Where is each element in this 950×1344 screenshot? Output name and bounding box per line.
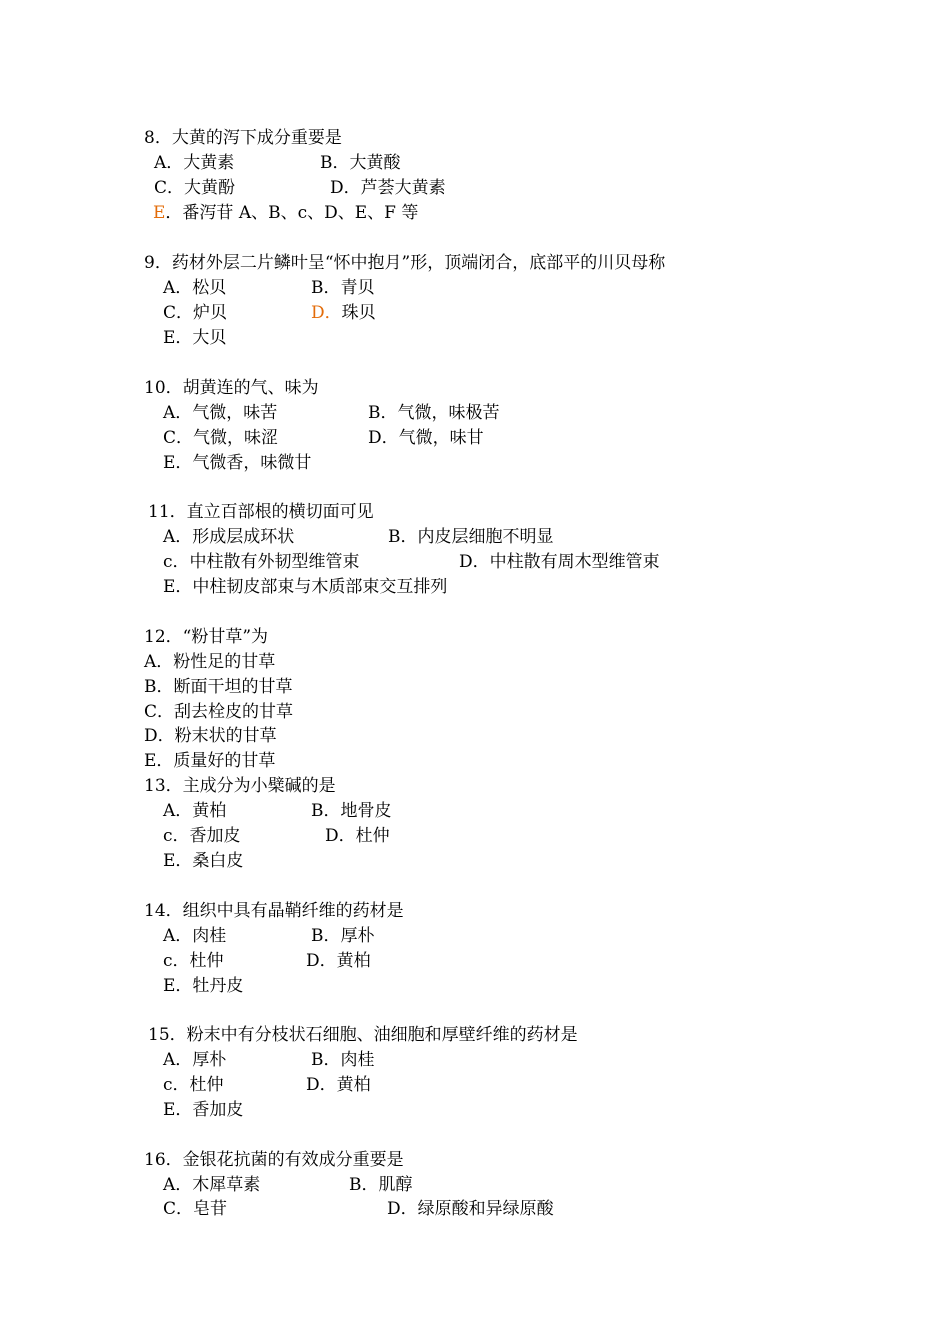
option-text: 炉贝 <box>193 303 228 323</box>
option-d <box>311 301 376 325</box>
option-text: 松贝 <box>192 278 227 298</box>
option-letter-highlighted: E <box>153 203 166 223</box>
option-letter: c． <box>163 826 190 846</box>
option-c <box>154 176 235 200</box>
option-letter: E． <box>163 1100 193 1120</box>
option-letter: B． <box>388 527 418 547</box>
option-letter: E． <box>144 751 174 771</box>
option-letter: C． <box>163 428 194 448</box>
option-text: 大黄素 <box>183 153 235 173</box>
option-text: 皂苷 <box>193 1199 228 1219</box>
question-stem: 11．直立百部根的横切面可见 <box>148 502 374 522</box>
option-c <box>163 426 278 450</box>
option-e <box>163 326 226 350</box>
option-text: 断面干坦的甘草 <box>173 677 293 697</box>
option-letter: c． <box>163 552 190 572</box>
option-letter: D． <box>368 428 399 448</box>
option-text: 青贝 <box>340 278 375 298</box>
question-stem: 16．金银花抗菌的有效成分重要是 <box>144 1150 404 1170</box>
option-c <box>163 949 224 973</box>
question-stem: 8．大黄的泻下成分重要是 <box>144 128 342 148</box>
option-text: 芦荟大黄素 <box>360 178 446 198</box>
option-a <box>163 1048 226 1072</box>
option-letter: B． <box>320 153 350 173</box>
option-letter: E． <box>163 577 193 597</box>
option-d <box>368 426 484 450</box>
option-text: 质量好的甘草 <box>173 751 276 771</box>
option-letter: D． <box>387 1199 418 1219</box>
option-b <box>388 525 554 549</box>
option-letter: B． <box>349 1175 379 1195</box>
option-text: 大黄酸 <box>349 153 401 173</box>
option-letter: D． <box>330 178 361 198</box>
option-text: 黄柏 <box>336 951 371 971</box>
option-text: 黄柏 <box>336 1075 371 1095</box>
option-a <box>163 799 226 823</box>
option-text: 肌醇 <box>378 1175 413 1195</box>
option-letter-highlighted: D． <box>311 303 342 323</box>
option-text: 中柱散有周木型维管束 <box>489 552 660 572</box>
option-text: 形成层成环状 <box>192 527 295 547</box>
option-text: 珠贝 <box>341 303 376 323</box>
option-letter: A． <box>163 278 193 298</box>
option-a <box>144 650 275 674</box>
option-text: 气微香，味微甘 <box>192 453 312 473</box>
option-letter: D． <box>306 1075 337 1095</box>
option-e <box>144 749 275 773</box>
option-a <box>163 1173 260 1197</box>
option-text: 中柱散有外韧型维管束 <box>189 552 360 572</box>
option-text: 绿原酸和异绿原酸 <box>417 1199 554 1219</box>
option-e <box>163 451 311 475</box>
question-stem: 10．胡黄连的气、味为 <box>144 378 319 398</box>
option-a <box>163 924 226 948</box>
option-text: 中柱韧皮部束与木质部束交互排列 <box>192 577 448 597</box>
option-letter: C． <box>154 178 185 198</box>
option-d <box>387 1197 554 1221</box>
question-stem: 9．药材外层二片鳞叶呈“怀中抱月”形，顶端闭合，底部平的川贝母称 <box>144 253 666 273</box>
option-text: 厚朴 <box>340 926 375 946</box>
option-letter: C． <box>144 702 175 722</box>
option-text: 杜仲 <box>355 826 390 846</box>
option-letter: D． <box>306 951 337 971</box>
option-letter: C． <box>163 1199 194 1219</box>
option-a <box>154 151 234 175</box>
option-d <box>306 1073 371 1097</box>
option-letter: B． <box>311 801 341 821</box>
option-text: 气微，味苦 <box>192 403 278 423</box>
option-b <box>311 924 375 948</box>
option-text: 杜仲 <box>189 1075 224 1095</box>
option-letter: B． <box>311 1050 341 1070</box>
option-letter: A． <box>163 1175 193 1195</box>
option-text: 内皮层细胞不明显 <box>417 527 554 547</box>
option-b <box>311 1048 375 1072</box>
option-c <box>163 301 227 325</box>
option-text: 粉末状的甘草 <box>174 726 277 746</box>
option-d <box>325 824 390 848</box>
option-text: 肉桂 <box>340 1050 375 1070</box>
option-b <box>311 799 392 823</box>
option-e <box>163 849 243 873</box>
option-text: 气微，味甘 <box>398 428 484 448</box>
option-c <box>163 824 241 848</box>
option-letter: c． <box>163 951 190 971</box>
option-letter: B． <box>311 926 341 946</box>
option-letter: D． <box>459 552 490 572</box>
option-text: 香加皮 <box>189 826 241 846</box>
option-a <box>163 401 277 425</box>
question-stem: 14．组织中具有晶鞘纤维的药材是 <box>144 901 404 921</box>
option-letter: E． <box>163 328 193 348</box>
option-text: 粉性足的甘草 <box>173 652 276 672</box>
option-b <box>311 276 375 300</box>
option-letter: C． <box>163 303 194 323</box>
question-stem: 13．主成分为小檗碱的是 <box>144 776 336 796</box>
option-letter: A． <box>163 527 193 547</box>
option-text: 木犀草素 <box>192 1175 261 1195</box>
option-text: 刮去栓皮的甘草 <box>174 702 294 722</box>
question-stem: 15．粉末中有分枝状石细胞、油细胞和厚壁纤维的药材是 <box>148 1025 578 1045</box>
option-letter: A． <box>163 926 193 946</box>
question-stem: 12．“粉甘草”为 <box>144 627 269 647</box>
option-letter: A． <box>163 403 193 423</box>
option-d <box>306 949 371 973</box>
option-text: 黄柏 <box>192 801 227 821</box>
option-letter: E． <box>163 851 193 871</box>
option-letter: E． <box>163 976 193 996</box>
option-letter: A． <box>163 801 193 821</box>
option-text: 大黄酚 <box>184 178 236 198</box>
option-b <box>144 675 293 699</box>
option-text: 牡丹皮 <box>192 976 244 996</box>
option-b <box>368 401 500 425</box>
option-b <box>349 1173 413 1197</box>
option-letter: B． <box>311 278 341 298</box>
option-c <box>163 1073 224 1097</box>
option-text: 桑白皮 <box>192 851 244 871</box>
option-e <box>153 201 418 225</box>
option-text: ．番泻苷 A、B、c、D、E、F 等 <box>165 203 419 223</box>
option-letter: D． <box>325 826 356 846</box>
option-d <box>459 550 660 574</box>
option-letter: D． <box>144 726 175 746</box>
option-c <box>144 700 293 724</box>
option-letter: A． <box>144 652 174 672</box>
option-letter: c． <box>163 1075 190 1095</box>
option-text: 肉桂 <box>192 926 227 946</box>
option-letter: A． <box>163 1050 193 1070</box>
option-c <box>163 1197 227 1221</box>
option-letter: A． <box>154 153 184 173</box>
option-text: 大贝 <box>192 328 227 348</box>
option-d <box>144 724 277 748</box>
option-b <box>320 151 401 175</box>
option-c <box>163 550 360 574</box>
option-text: 厚朴 <box>192 1050 227 1070</box>
option-e <box>163 974 243 998</box>
option-text: 气微，味极苦 <box>397 403 500 423</box>
option-e <box>163 1098 243 1122</box>
option-letter: B． <box>368 403 398 423</box>
option-text: 香加皮 <box>192 1100 244 1120</box>
option-letter: B． <box>144 677 174 697</box>
option-a <box>163 276 226 300</box>
option-a <box>163 525 294 549</box>
option-e <box>163 575 447 599</box>
option-letter: E． <box>163 453 193 473</box>
option-text: 地骨皮 <box>340 801 392 821</box>
option-text: 杜仲 <box>189 951 224 971</box>
option-d <box>330 176 446 200</box>
option-text: 气微，味涩 <box>193 428 279 448</box>
